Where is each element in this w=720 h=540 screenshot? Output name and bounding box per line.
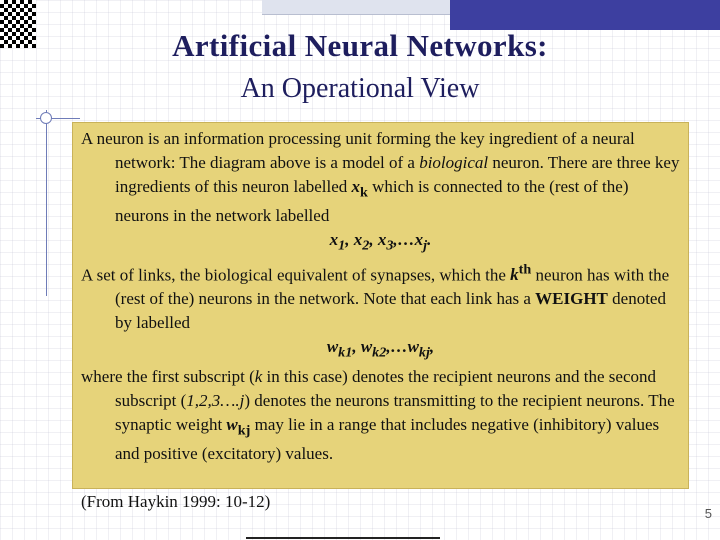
sep: ,	[345, 230, 354, 250]
variable-w: w	[226, 414, 238, 434]
slide-number: 5	[704, 506, 712, 521]
subscript-kj: kj	[237, 422, 251, 439]
text-run: ) denotes the neurons transmitting to the recipient neurons. The synaptic weight	[115, 390, 675, 434]
equation-inputs	[81, 228, 680, 257]
sep: .	[427, 230, 432, 250]
paragraph-subscripts	[81, 365, 680, 466]
var: w	[407, 337, 419, 357]
var: w	[360, 337, 373, 357]
sep: ,	[352, 337, 361, 357]
var: x	[329, 230, 339, 250]
decorative-vertical-line	[46, 110, 47, 296]
text-run: denoted by labelled	[115, 289, 666, 333]
text-run: where the first subscript (	[81, 366, 255, 386]
paragraph-neuron-definition	[81, 127, 680, 228]
slide-title: Artificial Neural Networks:	[172, 28, 548, 63]
paragraph-links	[81, 258, 680, 336]
equation-weights	[81, 335, 680, 364]
sep: ,	[429, 337, 435, 357]
italic-biological: biological	[419, 153, 489, 172]
bold-weight: WEIGHT	[535, 289, 608, 309]
superscript-th: th	[518, 261, 532, 278]
sub: 3	[386, 237, 394, 254]
sub: k1	[338, 344, 353, 361]
italic-k: k	[254, 366, 263, 386]
var: x	[353, 230, 363, 250]
variable-k: k	[510, 265, 519, 285]
sub: k2	[372, 344, 387, 361]
var: w	[326, 337, 339, 357]
var: x	[377, 230, 387, 250]
footer-underline	[246, 537, 440, 539]
citation: (From Haykin 1999: 10-12)	[81, 492, 271, 512]
sub: 1	[338, 237, 346, 254]
spacer	[81, 466, 680, 490]
text-run: A set of links, the biological equivalent of synapses, which the	[81, 265, 511, 285]
sub: kj	[418, 344, 430, 361]
text-run: A neuron is an information processing unit forming the key ingredient of a neural network: The diagram above is a model of a	[81, 129, 635, 172]
sub: 2	[362, 237, 370, 254]
sub: j	[423, 237, 428, 254]
text-run: neuron. There are three key ingredients of this neuron labelled	[115, 153, 680, 196]
decorative-ring-icon	[40, 112, 52, 124]
text-run: in this case) denotes the recipient neurons and the second subscript (	[115, 366, 656, 410]
text-run: may lie in a range that includes negative (inhibitory) values and positive (excitatory) values.	[115, 414, 660, 464]
header-band-light	[262, 0, 452, 15]
variable-x: x	[351, 177, 361, 196]
text-run: which is connected to the (rest of the) neurons in the network labelled	[115, 177, 629, 226]
slide-subtitle: An Operational View	[240, 73, 480, 104]
sep: ,…	[393, 230, 415, 250]
header-band-dark	[450, 0, 720, 30]
italic-indices: 1,2,3….j	[186, 390, 245, 410]
content-box	[72, 122, 689, 512]
subscript-k: k	[360, 184, 368, 201]
sep: ,	[369, 230, 378, 250]
text-run: neuron has with the (rest of the) neurons in the network. Note that each link has a	[115, 265, 670, 309]
var: x	[414, 230, 424, 250]
sep: ,…	[386, 337, 408, 357]
